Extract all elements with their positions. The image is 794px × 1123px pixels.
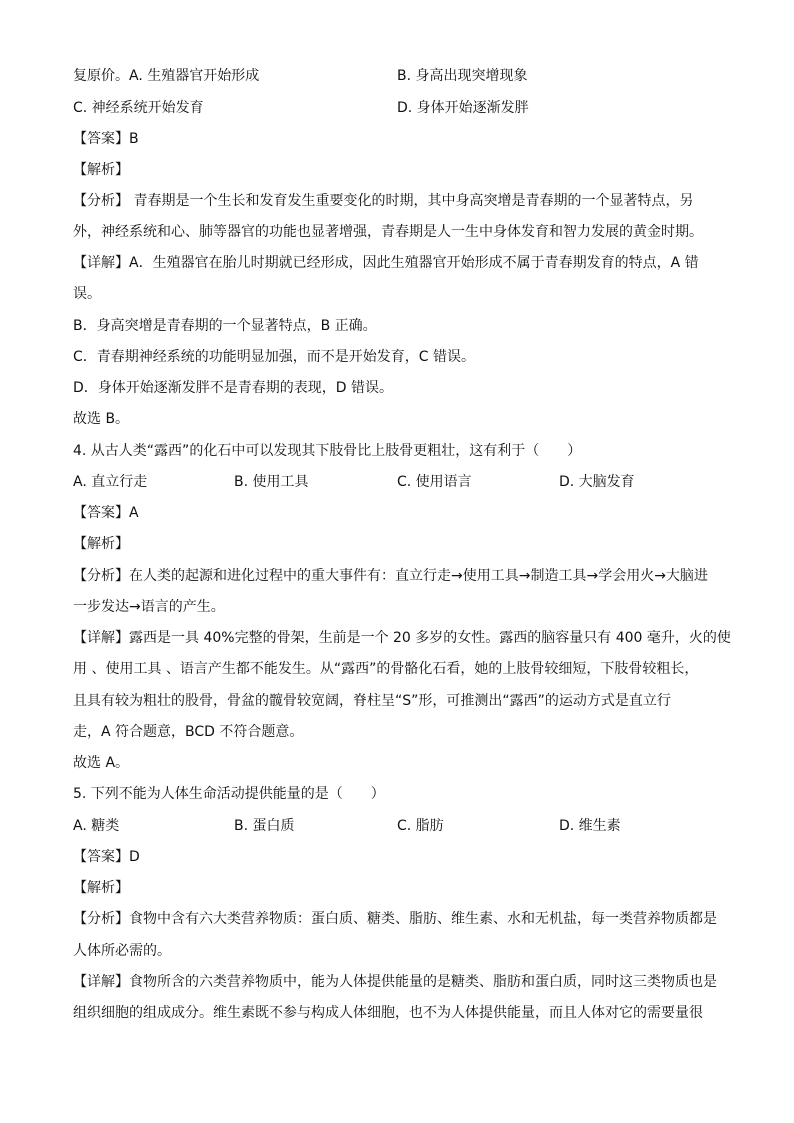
q4-option-c: C. 使用语言 — [397, 474, 472, 490]
q3-analysis-line-2: 外，神经系统和心、肺等器官的功能也显著增强，青春期是人一生中身体发育和智力发展的黄金时期。 — [73, 224, 703, 240]
q4-jiexi-heading: 【解析】 — [73, 536, 129, 552]
q5-option-a: A. 糖类 — [73, 818, 120, 834]
q3-detail-line-1: 【详解】A．生殖器官在胎儿时期就已经形成，因此生殖器官开始形成不属于青春期发育的特点，A 错 — [73, 255, 699, 271]
q5-options-row — [73, 816, 723, 836]
q5-option-d: D. 维生素 — [559, 818, 621, 834]
q5-detail-line-2: 组织细胞的组成成分。维生素既不参与构成人体细胞，也不为人体提供能量，而且人体对它的需要量很 — [73, 1005, 703, 1021]
q5-stem: 5. 下列不能为人体生命活动提供能量的是（ ） — [73, 786, 385, 802]
q5-option-c: C. 脂肪 — [397, 818, 444, 834]
q3-option-c: C. 神经系统开始发育 — [73, 100, 204, 116]
q3-options-row-1 — [73, 66, 723, 86]
q4-option-a: A. 直立行走 — [73, 474, 148, 490]
q4-detail-line-4: 走，A 符合题意，BCD 不符合题意。 — [73, 724, 304, 740]
q3-answer: 【答案】B — [73, 131, 139, 147]
q4-detail-line-1: 【详解】露西是一具 40%完整的骨架，生前是一个 20 多岁的女性。露西的脑容量只有 400 毫升，火的使 — [73, 630, 731, 646]
q4-conclusion: 故选 A。 — [73, 755, 130, 771]
q5-answer: 【答案】D — [73, 849, 140, 865]
q5-detail-line-1: 【详解】食物所含的六类营养物质中，能为人体提供能量的是糖类、脂肪和蛋白质，同时这三类物质也是 — [73, 974, 717, 990]
q4-answer: 【答案】A — [73, 505, 139, 521]
q3-detail-d: D．身体开始逐渐发胖不是青春期的表现，D 错误。 — [73, 380, 394, 396]
q3-option-d: D. 身体开始逐渐发胖 — [397, 100, 529, 116]
q3-detail-c: C．青春期神经系统的功能明显加强，而不是开始发育，C 错误。 — [73, 349, 475, 365]
q4-options-row — [73, 472, 723, 492]
q4-option-b: B. 使用工具 — [234, 474, 309, 490]
q3-option-b: B. 身高出现突增现象 — [397, 68, 528, 84]
q4-analysis-line-1: 【分析】在人类的起源和进化过程中的重大事件有：直立行走→使用工具→制造工具→学会用火→大脑进 — [73, 568, 708, 584]
q3-option-a: 复原价。A. 生殖器官开始形成 — [73, 68, 260, 84]
q4-analysis-line-2: 一步发达→语言的产生。 — [73, 599, 225, 615]
q5-analysis-line-2: 人体所必需的。 — [73, 943, 171, 959]
q5-jiexi-heading: 【解析】 — [73, 880, 129, 896]
q3-analysis-line-1: 【分析】 青春期是一个生长和发育发生重要变化的时期，其中身高突增是青春期的一个显著特点，另 — [73, 193, 694, 209]
q3-detail-b: B．身高突增是青春期的一个显著特点，B 正确。 — [73, 318, 377, 334]
q3-options-row-2 — [73, 98, 723, 118]
q3-detail-line-2: 误。 — [73, 286, 101, 302]
q4-detail-line-2: 用 、使用工具 、语言产生都不能发生。从“露西”的骨骼化石看，她的上肢骨较细短，下肢骨较粗长， — [73, 661, 699, 677]
q3-jiexi-heading: 【解析】 — [73, 162, 129, 178]
q3-conclusion: 故选 B。 — [73, 411, 130, 427]
q5-analysis-line-1: 【分析】食物中含有六大类营养物质：蛋白质、糖类、脂肪、维生素、水和无机盐，每一类营养物质都是 — [73, 911, 717, 927]
q4-option-d: D. 大脑发育 — [559, 474, 635, 490]
q4-detail-line-3: 且具有较为粗壮的股骨，骨盆的髋骨较宽阔，脊柱呈“S”形，可推测出“露西”的运动方式是直立行 — [73, 693, 671, 709]
q4-stem: 4. 从古人类“露西”的化石中可以发现其下肢骨比上肢骨更粗壮，这有利于（ ） — [73, 443, 582, 459]
q5-option-b: B. 蛋白质 — [234, 818, 295, 834]
